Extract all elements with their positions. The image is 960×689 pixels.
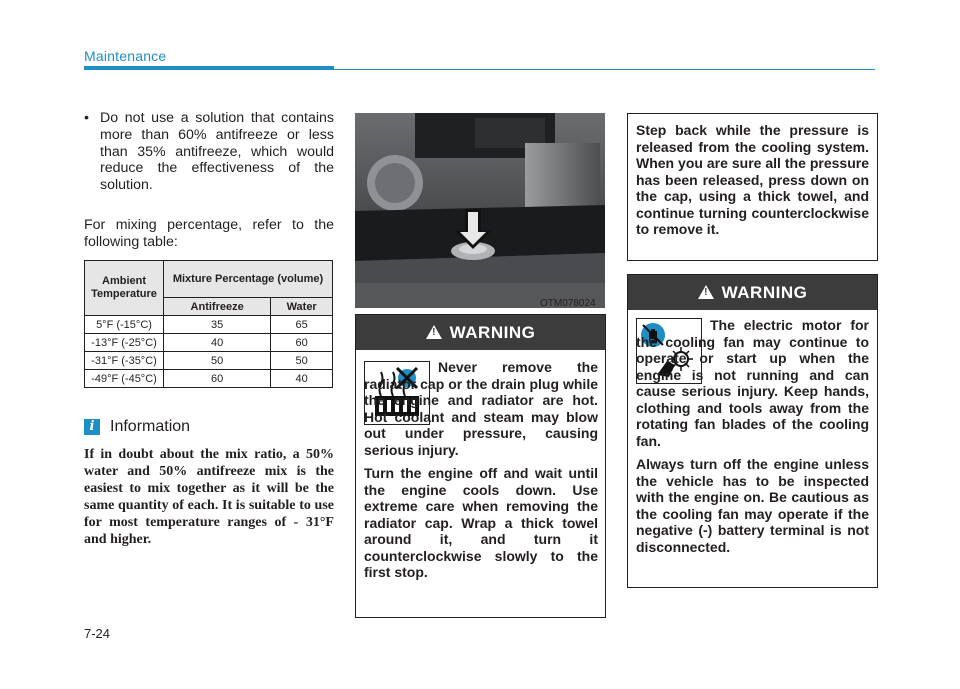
table-header-water: Water [271, 298, 333, 316]
table-cell-temp: -49°F (-45°C) [85, 370, 164, 388]
table-cell-temp: -13°F (-25°C) [85, 334, 164, 352]
table-cell-antifreeze: 50 [164, 352, 271, 370]
page-number: 7-24 [84, 626, 111, 641]
table-cell-antifreeze: 35 [164, 316, 271, 334]
table-cell-temp: 5°F (-15°C) [85, 316, 164, 334]
step-back-text: Step back while the pressure is released from the cooling system. When you are sure all the pressure has been released, press down on the cap, using a thick towel, and continue turning counterclockwise to remove it. [636, 122, 869, 237]
table-cell-antifreeze: 60 [164, 370, 271, 388]
fan-warning-box [627, 274, 878, 588]
fan-warning-body-text: Always turn off the engine unless the vehicle has to be inspected with the engine on. Be cautious as the cooling fan may operate if the negative (-) battery terminal is not disconnected. [636, 456, 869, 555]
fan-warning-text-block [636, 317, 869, 562]
info-icon: i [84, 419, 100, 435]
table-row [85, 334, 333, 352]
info-text: If in doubt about the mix ratio, a 50% water and 50% antifreeze mix is the easiest to mix together as it will be the same quantity of each. It is suitable to use for most temperature ranges of - 31°F and higher. [84, 447, 334, 547]
engine-bay-illustration [355, 113, 605, 308]
bullet-text: Do not use a solution that contains more than 60% antifreeze or less than 35% antifreeze, which would reduce the effectiveness of the solution. [100, 110, 334, 194]
warning-triangle-icon: ! [426, 325, 442, 339]
photo-caption: OTM078024 [540, 298, 596, 309]
warning-text-block [364, 359, 598, 588]
table-cell-water: 50 [271, 352, 333, 370]
info-title: Information [110, 418, 191, 435]
warning-lead-text: Never remove the radiator cap or the drain plug while the engine and radiator are hot. Hot coolant and steam may blow out under pressure, causing serious injury. [364, 359, 598, 458]
bullet-item [84, 110, 334, 194]
radiator-warning-box [355, 314, 606, 618]
warning-header [356, 315, 605, 350]
fan-warning-lead-text: The electric motor for the cooling fan may continue to operate or start up when the engine is not running and can cause serious injury. Keep hands, clothing and tools away from the rotating fan blades of the cooling fan. [636, 317, 869, 449]
mix-table [84, 260, 333, 388]
table-row [85, 370, 333, 388]
warning-header [628, 275, 877, 310]
table-row [85, 316, 333, 334]
table-row [85, 352, 333, 370]
bullet-dot-icon: • [84, 110, 89, 126]
section-title: Maintenance [84, 48, 167, 64]
table-cell-antifreeze: 40 [164, 334, 271, 352]
warning-triangle-icon: ! [698, 285, 714, 299]
table-cell-temp: -31°F (-35°C) [85, 352, 164, 370]
warning-title: WARNING [449, 323, 536, 342]
table-cell-water: 65 [271, 316, 333, 334]
table-cell-water: 60 [271, 334, 333, 352]
table-cell-water: 40 [271, 370, 333, 388]
radiator-cap-photo [355, 113, 605, 308]
header-rule-thick [84, 66, 334, 70]
warning-title: WARNING [721, 283, 808, 302]
mix-intro-text: For mixing percentage, refer to the following table: [84, 217, 334, 250]
table-header-mixture: Mixture Percentage (volume) [164, 261, 333, 298]
table-header-antifreeze: Antifreeze [164, 298, 271, 316]
header-rule-thin [334, 69, 875, 70]
step-back-box [627, 113, 878, 261]
table-header-ambient: Ambient Temperature [85, 261, 164, 316]
warning-body-text: Turn the engine off and wait until the engine cools down. Use extreme care when removing the radiator cap. Wrap a thick towel around it, and turn it counterclockwise slowly to the first stop. [364, 465, 598, 580]
